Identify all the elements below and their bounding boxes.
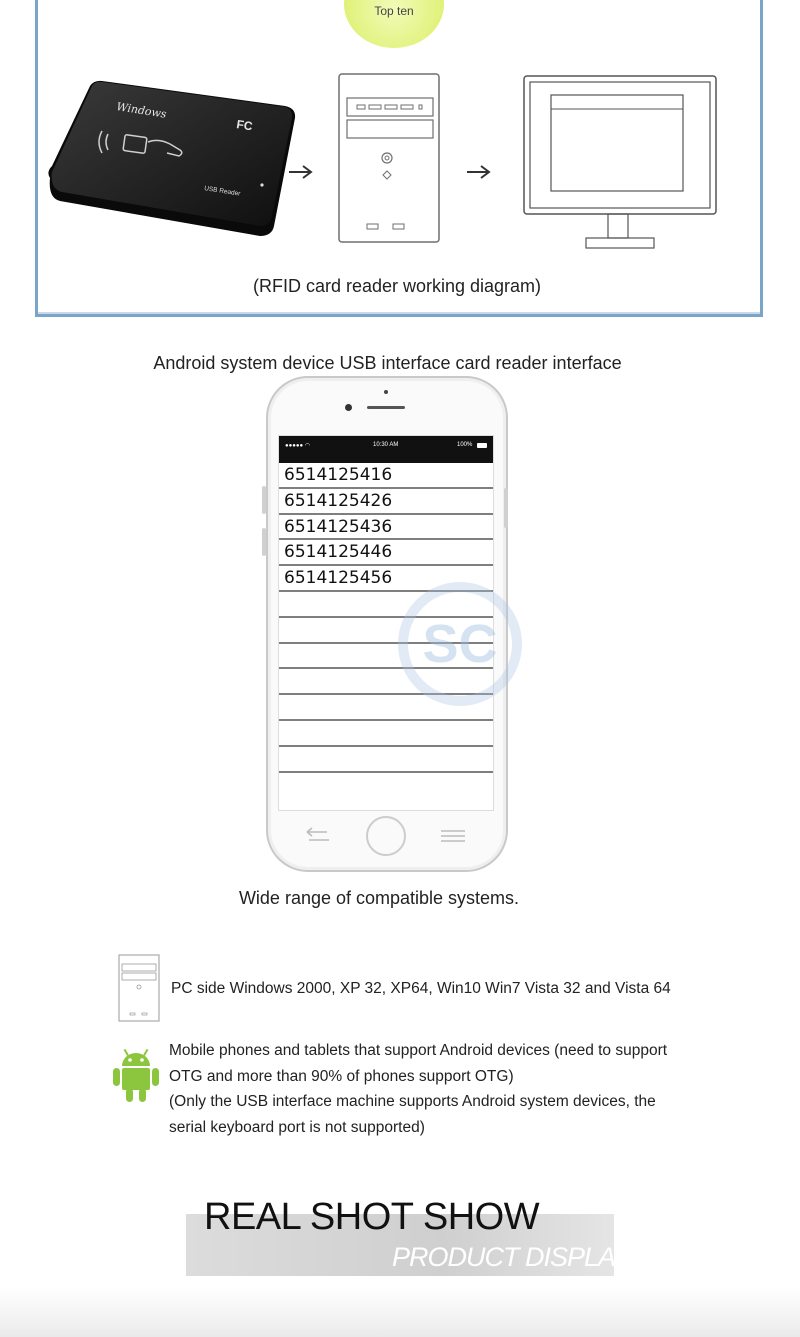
arrow-right-icon (466, 163, 492, 181)
list-item (279, 721, 493, 747)
front-camera (345, 404, 352, 411)
home-button (366, 816, 406, 856)
status-time: 10:30 AM (373, 442, 399, 448)
bottom-photo-strip (0, 1288, 800, 1337)
phone-side-button (504, 488, 508, 528)
arrow-right-icon (288, 163, 314, 181)
diagram-caption: (RFID card reader working diagram) (252, 276, 542, 296)
status-bar (279, 436, 493, 463)
badge-label: Top ten (374, 4, 414, 18)
proximity-sensor (384, 390, 388, 394)
compat-title: Wide range of compatible systems. (238, 888, 520, 908)
card-reader-icon (40, 76, 302, 242)
earpiece-speaker (367, 406, 405, 409)
status-battery: 100% (457, 442, 473, 448)
fcc-mark: FC (235, 117, 254, 134)
android-compat-line: serial keyboard port is not supported) (169, 1118, 425, 1136)
list-item: 6514125436 (279, 515, 493, 541)
battery-icon (477, 443, 487, 448)
product-display-subtitle: PRODUCT DISPLAY (392, 1242, 631, 1272)
menu-icon (439, 829, 467, 843)
signal-icon: ●●●●● ◠ (285, 443, 311, 449)
list-item: 6514125446 (279, 540, 493, 566)
android-icon (111, 1046, 161, 1104)
phone-side-button (262, 528, 266, 556)
android-compat-line: (Only the USB interface machine supports Android system devices, the (169, 1093, 656, 1110)
svg-text:Windows: Windows (115, 100, 168, 121)
pc-compat-text: PC side Windows 2000, XP 32, XP64, Win10 Win7 Vista 32 and Vista 64 (171, 980, 671, 997)
pc-tower-icon (118, 954, 160, 1022)
monitor-icon (522, 74, 720, 252)
list-item: 6514125416 (279, 463, 493, 489)
list-item (279, 747, 493, 773)
android-compat-text (169, 1038, 667, 1140)
back-icon (303, 826, 333, 844)
pc-tower-icon (337, 72, 443, 246)
real-shot-title: REAL SHOT SHOW (204, 1196, 540, 1238)
android-compat-line: Mobile phones and tablets that support Android devices (need to support (169, 1042, 668, 1059)
usb-reader-label: USB Reader (203, 185, 241, 198)
list-item: 6514125426 (279, 489, 493, 515)
watermark-logo: SC (398, 582, 522, 706)
android-section-title: Android system device USB interface card reader interface (153, 353, 622, 373)
android-compat-line: OTG and more than 90% of phones support OTG) (169, 1067, 514, 1085)
list-item: 6514125456 (279, 566, 493, 592)
phone-side-button (262, 486, 266, 514)
panel-bottom-line (38, 312, 760, 314)
